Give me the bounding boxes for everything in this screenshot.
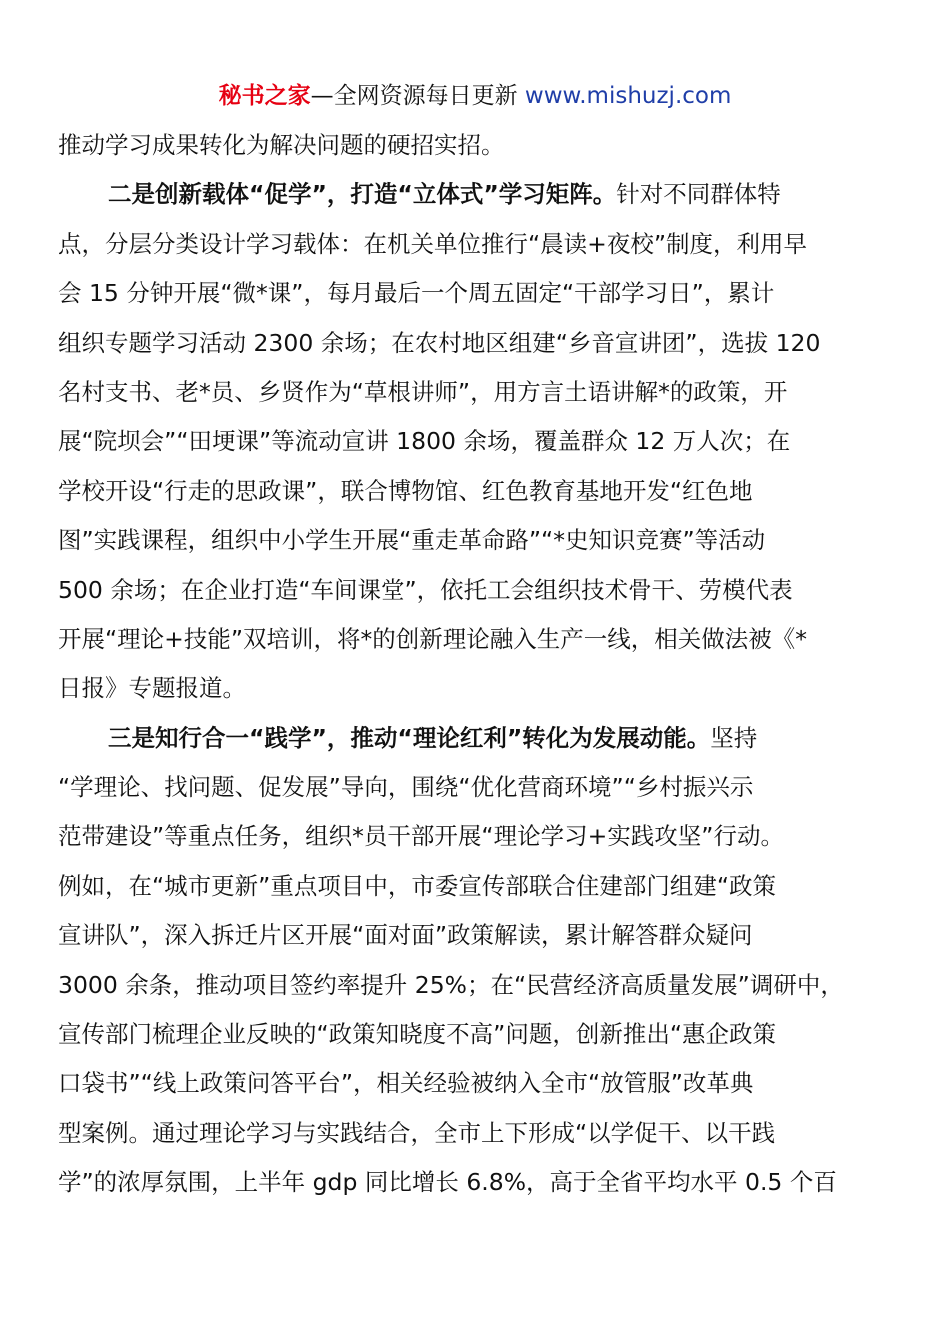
text-line xyxy=(58,121,892,170)
line-text: 口袋书”“线上政策问答平台”，相关经验被纳入全市“放管服”改革典 xyxy=(58,1069,754,1098)
text-line xyxy=(58,417,892,466)
line-text: 坚持 xyxy=(710,723,758,752)
line-text: 型案例。通过理论学习与实践结合，全市上下形成“以学促干、以干践 xyxy=(58,1118,776,1147)
text-line xyxy=(58,1010,892,1059)
text-line xyxy=(58,269,892,318)
line-text: 日报》专题报道。 xyxy=(58,674,246,703)
line-text: “学理论、找问题、促发展”导向，围绕“优化营商环境”“乡村振兴示 xyxy=(58,773,754,802)
document-body xyxy=(58,121,892,1208)
line-text: 图”实践课程，组织中小学生开展“重走革命路”“*史知识竞赛”等活动 xyxy=(58,526,766,555)
text-line xyxy=(58,1109,892,1158)
line-text: 开展“理论+技能”双培训，将*的创新理论融入生产一线，相关做法被《* xyxy=(58,624,808,653)
text-line xyxy=(58,615,892,664)
paragraph-lead: 二是创新载体“促学”，打造“立体式”学习矩阵。 xyxy=(108,180,617,209)
line-text: 例如，在“城市更新”重点项目中，市委宣传部联合住建部门组建“政策 xyxy=(58,871,777,900)
site-header xyxy=(0,80,950,112)
text-line xyxy=(58,763,892,812)
text-line xyxy=(58,1158,892,1207)
text-line xyxy=(58,911,892,960)
text-line xyxy=(58,467,892,516)
line-text: 推动学习成果转化为解决问题的硬招实招。 xyxy=(58,131,505,159)
text-line xyxy=(58,1059,892,1108)
text-line xyxy=(58,664,892,713)
line-text: 会 15 分钟开展“微*课”，每月最后一个周五固定“干部学习日”，累计 xyxy=(58,279,775,308)
site-url-link[interactable]: www.mishuzj.com xyxy=(524,83,732,109)
line-text: 点，分层分类设计学习载体：在机关单位推行“晨读+夜校”制度，利用早 xyxy=(58,229,808,258)
line-text: 名村支书、老*员、乡贤作为“草根讲师”，用方言土语讲解*的政策，开 xyxy=(58,377,788,406)
line-text: 宣讲队”，深入拆迁片区开展“面对面”政策解读，累计解答群众疑问 xyxy=(58,921,753,950)
text-line xyxy=(58,319,892,368)
line-text: 组织专题学习活动 2300 余场；在农村地区组建“乡音宣讲团”，选拔 120 xyxy=(58,328,821,357)
text-line xyxy=(58,812,892,861)
line-text: 3000 余条，推动项目签约率提升 25%；在“民营经济高质量发展”调研中， xyxy=(58,970,844,999)
text-line xyxy=(58,566,892,615)
line-text: 宣传部门梳理企业反映的“政策知晓度不高”问题，创新推出“惠企政策 xyxy=(58,1020,777,1049)
text-line xyxy=(58,862,892,911)
site-brand: 秘书之家 xyxy=(218,83,311,109)
line-text: 学校开设“行走的思政课”，联合博物馆、红色教育基地开发“红色地 xyxy=(58,476,753,505)
line-text: 展“院坝会”“田埂课”等流动宣讲 1800 余场，覆盖群众 12 万人次；在 xyxy=(58,427,791,456)
text-line xyxy=(58,220,892,269)
text-line xyxy=(58,516,892,565)
paragraph-heading-line xyxy=(58,714,892,763)
text-line xyxy=(58,368,892,417)
line-text: 500 余场；在企业打造“车间课堂”，依托工会组织技术骨干、劳模代表 xyxy=(58,575,793,604)
paragraph-heading-line xyxy=(58,170,892,219)
site-tagline: —全网资源每日更新 xyxy=(310,83,525,109)
line-text: 针对不同群体特 xyxy=(616,180,781,209)
text-line xyxy=(58,961,892,1010)
line-text: 范带建设”等重点任务，组织*员干部开展“理论学习+实践攻坚”行动。 xyxy=(58,822,784,851)
line-text: 学”的浓厚氛围，上半年 gdp 同比增长 6.8%，高于全省平均水平 0.5 个百 xyxy=(58,1168,837,1197)
paragraph-lead: 三是知行合一“践学”，推动“理论红利”转化为发展动能。 xyxy=(108,723,711,752)
